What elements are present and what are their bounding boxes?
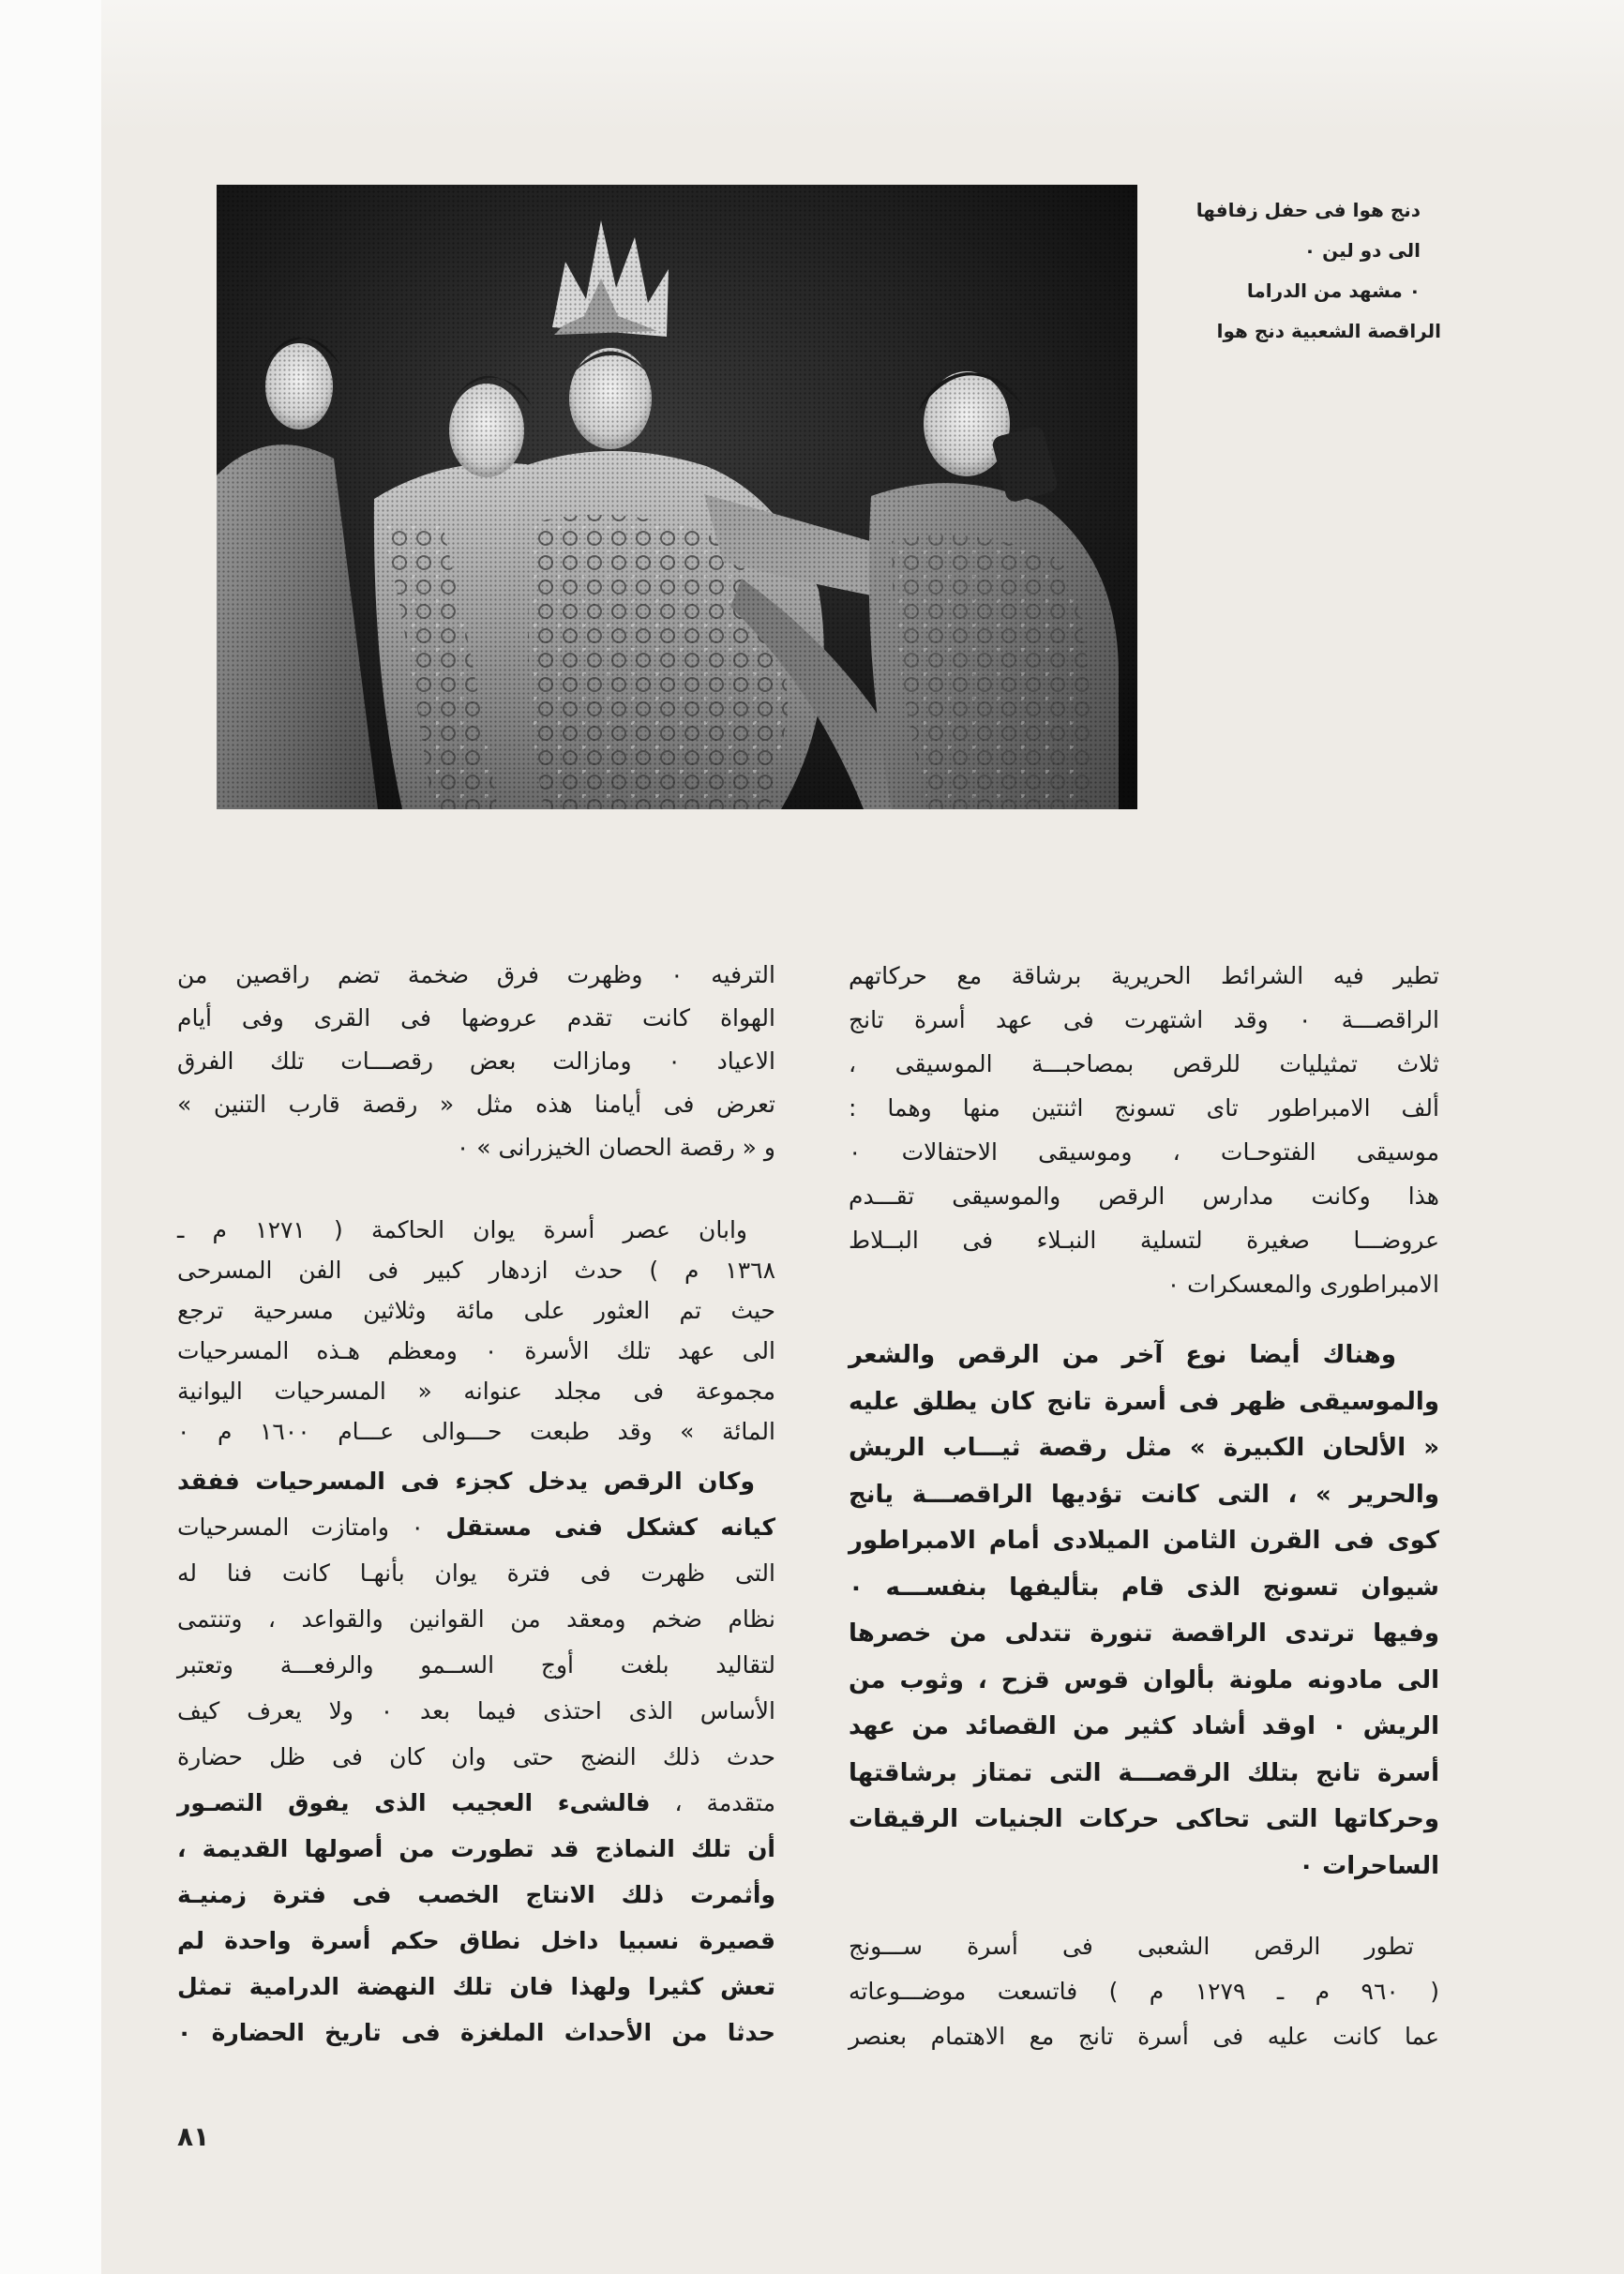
text-line: وأثمرت ذلك الانتاج الخصب فى فترة زمنيـة — [177, 1881, 775, 1908]
text-line: وحركاتها التى تحاكى حركات الجنيات الرقيقات — [849, 1805, 1439, 1833]
text-line: الساحرات ٠ — [1299, 1851, 1439, 1880]
text-line: نظام ضخم ومعقد من القوانين والقواعد ، وتنتمى — [177, 1605, 775, 1633]
text-line: شيوان تسونج الذى قام بتأليفها بنفســـه ٠ — [849, 1573, 1439, 1602]
text-line: والموسيقى ظهر فى أسرة تانج كان يطلق عليه — [849, 1387, 1439, 1416]
paragraph — [849, 1333, 1439, 1890]
text-line: وهناك أيضا نوع آخر من الرقص والشعر — [849, 1341, 1396, 1369]
text-line: الاعياد ٠ ومازالت بعض رقصـــات تلك الفرق — [177, 1047, 775, 1075]
text-line: التى ظهرت فى فترة يوان بأنهـا كانت فنا له — [177, 1559, 775, 1587]
right-column — [849, 0, 1439, 2274]
text-line: هذا وكانت مدارس الرقص والموسيقى تقـــدم — [849, 1182, 1439, 1210]
text-line: الى عهد تلك الأسرة ٠ ومعظم هـذه المسرحيات — [177, 1337, 775, 1364]
text-line: الهواة كانت تقدم عروضها فى القرى وفى أيام — [177, 1004, 775, 1032]
text-line: لتقاليد بلغت أوج الســمو والرفعـــة وتعتبر — [177, 1651, 775, 1679]
text-line: والحرير » ، التى كانت تؤديها الراقصـــة يانج — [849, 1480, 1439, 1509]
text-line: المائة » وقد طبعت حـــوالى عـــام ١٦٠٠ م ٠ — [177, 1418, 775, 1445]
text-line: أسرة تانج بتلك الرقصـــة التى تمتاز برشاقتها — [849, 1758, 1439, 1787]
text-line: تعش كثيرا ولهذا فان تلك النهضة الدرامية تمثل — [177, 1973, 775, 2000]
caption-line: الراقصة الشعبية دنج هوا — [1216, 320, 1441, 342]
text-line: مجموعة فى مجلد عنوانه « المسرحيات اليوانية — [177, 1378, 775, 1405]
text-segment: فالشىء العجيب الذى يفوق التصـور — [177, 1789, 651, 1816]
text-segment: كيانه كشكل فنى مستقل — [445, 1513, 775, 1541]
text-line: وفيها ترتدى الراقصة تنورة تتدلى من خصرها — [849, 1619, 1439, 1648]
paragraph — [849, 1924, 1439, 2059]
caption-line: الى دو لين ٠ — [1303, 239, 1421, 262]
text-line: تطير فيه الشرائط الحريرية برشاقة مع حركاتهم — [849, 962, 1439, 989]
paragraph — [177, 954, 775, 1169]
text-line: عروضـــا صغيرة لتسلية النبـلاء فى البــلاط — [849, 1227, 1439, 1254]
text-line: الامبراطورى والمعسكرات ٠ — [1166, 1271, 1439, 1298]
text-line: كوى فى القرن الثامن الميلادى أمام الامبراطور — [849, 1527, 1439, 1555]
text-line: حدثا من الأحداث الملغزة فى تاريخ الحضارة ٠ — [177, 2019, 775, 2046]
text-segment: متقدمة ، — [674, 1789, 775, 1816]
text-line: حيث تم العثور على مائة وثلاثين مسرحية ترجع — [177, 1297, 775, 1324]
text-line: ثلاث تمثيليات للرقص بمصاحبـــة الموسيقى ، — [849, 1050, 1439, 1077]
text-line — [177, 1504, 775, 1550]
text-line: حدث ذلك النضج حتى وان كان فى ظل حضارة — [177, 1743, 775, 1770]
text-line: أن تلك النماذج قد تطورت من أصولها القديمة ، — [177, 1835, 775, 1862]
left-column — [177, 0, 775, 2274]
text-line: وابان عصر أسرة يوان الحاكمة ( ١٢٧١ م ـ — [177, 1216, 747, 1243]
text-segment: ٠ وامتازت المسرحيات — [177, 1513, 424, 1541]
page-number: ٨١ — [177, 2121, 210, 2152]
caption-line: دنج هوا فى حفل زفافها — [1195, 199, 1421, 221]
text-line: موسيقى الفتوحـات ، وموسيقى الاحتفالات ٠ — [849, 1138, 1439, 1166]
caption-line: ٠ مشهد من الدراما — [1246, 279, 1421, 302]
text-line: الراقصـــة ٠ وقد اشتهرت فى عهد أسرة تانج — [849, 1006, 1439, 1033]
paragraph — [177, 1210, 775, 1452]
text-line: الى مادونه ملونة بألوان قوس قزح ، وثوب من — [849, 1665, 1439, 1694]
text-line: عما كانت عليه فى أسرة تانج مع الاهتمام بعنصر — [849, 2023, 1439, 2050]
text-line — [177, 1780, 775, 1826]
text-line: تعرض فى أيامنا هذه مثل « رقصة قارب التنين » — [177, 1091, 775, 1118]
text-line: ١٣٦٨ م ) حدث ازدهار كبير فى الفن المسرحى — [177, 1257, 775, 1284]
text-line: و « رقصة الحصان الخيزرانى » ٠ — [456, 1134, 775, 1161]
scan-margin — [0, 0, 101, 2274]
text-line: الريش ٠ اوقد أشاد كثير من القصائد من عهد — [849, 1712, 1439, 1740]
text-line: الترفيه ٠ وظهرت فرق ضخمة تضم راقصين من — [177, 961, 775, 988]
paragraph — [177, 1458, 775, 2056]
text-line: « الألحان الكبيرة » مثل رقصة ثيـــاب الريش — [849, 1434, 1439, 1462]
text-line: قصيرة نسبيا داخل نطاق حكم أسرة واحدة لم — [177, 1927, 775, 1954]
text-line: ألف الامبراطور تاى تسونج اثنتين منها وهما : — [849, 1094, 1439, 1122]
paragraph — [849, 954, 1439, 1306]
text-line: وكان الرقص يدخل كجزء فى المسرحيات ففقد — [177, 1468, 755, 1495]
text-line: ( ٩٦٠ م ـ ١٢٧٩ م ) فاتسعت موضـــوعاته — [849, 1978, 1439, 2005]
text-line: الأساس الذى احتذى فيما بعد ٠ ولا يعرف كيف — [177, 1697, 775, 1724]
text-line: تطور الرقص الشعبى فى أسرة ســـونج — [849, 1933, 1414, 1960]
